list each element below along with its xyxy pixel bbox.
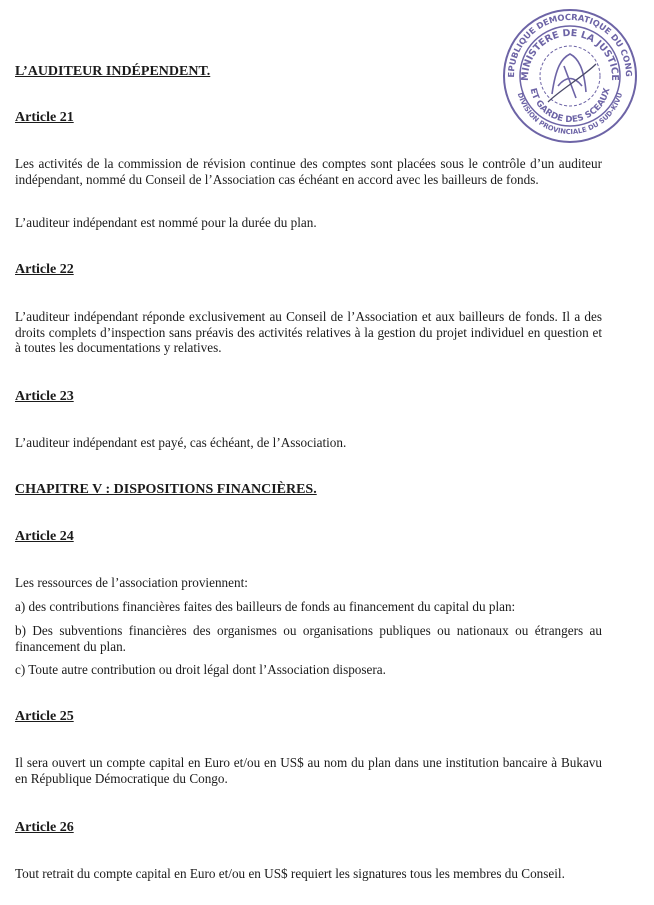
article-21-title: Article 21 <box>15 110 74 125</box>
stamp-seal-icon <box>500 6 640 146</box>
article-22-paragraph-1: L’auditeur indépendant réponde exclusivement au Conseil de l’Association et aux bailleurs de fonds. Il a des droits complets d’inspection sans préavis des activités relatives à la gestion du projet individuel en question et à toutes les documentations y relatives. <box>15 309 602 355</box>
stamp-middle-text: MINISTERE DE LA JUSTICE <box>519 27 621 82</box>
article-22-title: Article 22 <box>15 262 74 277</box>
article-24-title: Article 24 <box>15 529 74 544</box>
article-24-item-b: b) Des subventions financières des organismes ou organisations publiques ou nationaux ou étrangers au financement du plan. <box>15 623 602 654</box>
auditor-heading: L’AUDITEUR INDÉPENDENT. <box>15 64 211 79</box>
article-24-item-c: c) Toute autre contribution ou droit légal dont l’Association disposera. <box>15 662 386 677</box>
article-26-paragraph-1: Tout retrait du compte capital en Euro et/ou en US$ requiert les signatures tous les membres du Conseil. <box>15 866 565 881</box>
stamp-outer-text: EPUBLIQUE DEMOCRATIQUE DU CONG <box>505 11 635 78</box>
chapter-5-heading: CHAPITRE V : DISPOSITIONS FINANCIÈRES. <box>15 482 317 497</box>
article-21-paragraph-2: L’auditeur indépendant est nommé pour la durée du plan. <box>15 215 317 230</box>
article-23-paragraph-1: L’auditeur indépendant est payé, cas échéant, de l’Association. <box>15 435 347 450</box>
article-21-paragraph-1: Les activités de la commission de révision continue des comptes sont placées sous le contrôle d’un auditeur indépendant, nommé du Conseil de l’Association cas échéant en accord avec les bailleurs de fonds. <box>15 156 602 187</box>
article-24-item-a: a) des contributions financières faites des bailleurs de fonds au financement du capital du plan: <box>15 599 516 614</box>
article-24-intro: Les ressources de l’association proviennent: <box>15 575 248 590</box>
official-stamp <box>500 6 640 146</box>
article-25-paragraph-1: Il sera ouvert un compte capital en Euro et/ou en US$ au nom du plan dans une institution bancaire à Bukavu en République Démocratique du Congo. <box>15 755 602 786</box>
article-23-title: Article 23 <box>15 389 74 404</box>
stamp-lower-text: ET GARDE DES SCEAUX <box>527 87 613 126</box>
article-26-title: Article 26 <box>15 820 74 835</box>
stamp-bottom-text: DIVISION PROVINCIALE DU SUD-KIVU <box>515 91 625 137</box>
article-25-title: Article 25 <box>15 709 74 724</box>
